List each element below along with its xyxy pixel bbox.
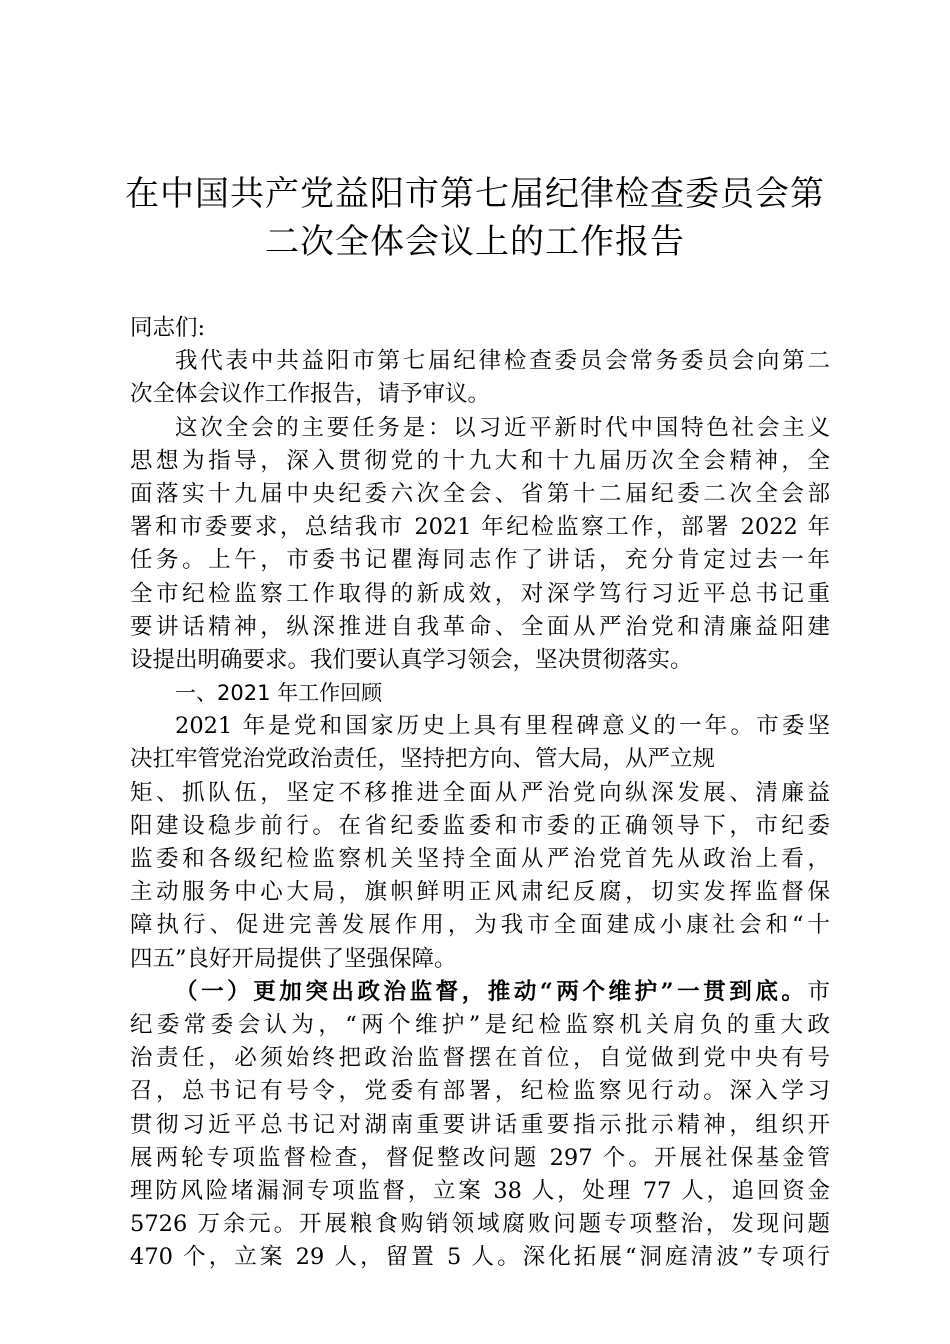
- paragraph-line: [130, 976, 830, 1009]
- subsection-line-tail: 市: [807, 978, 830, 1005]
- paragraph-line: 任务。上午，市委书记瞿海同志作了讲话，充分肯定过去一年: [130, 547, 830, 574]
- paragraph-line: 全市纪检监察工作取得的新成效，对深学笃行习近平总书记重: [130, 580, 830, 607]
- paragraph-line: 贯彻习近平总书记对湖南重要讲话重要指示批示精神，组织开: [130, 1111, 830, 1138]
- paragraph-line: 治责任，必须始终把政治监督摆在首位，自觉做到党中央有号: [130, 1045, 830, 1072]
- paragraph-line: 障执行、促进完善发展作用，为我市全面建成小康社会和“十: [130, 912, 830, 939]
- title-line: 在中国共产党益阳市第七届纪律检查委员会第: [125, 174, 825, 214]
- paragraph-line: 监委和各级纪检监察机关坚持全面从严治党首先从政治上看，: [130, 846, 830, 872]
- subsection-paragraph: [130, 976, 830, 1275]
- title-line: 二次全体会议上的工作报告: [265, 222, 685, 262]
- paragraph-line: 展两轮专项监督检查，督促整改问题 297 个。开展社保基金管: [130, 1144, 830, 1171]
- paragraph-line: 主动服务中心大局，旗帜鲜明正风肃纪反腐，切实发挥监督保: [130, 879, 830, 906]
- paragraph-line: 署和市委要求，总结我市 2021 年纪检监察工作，部署 2022 年: [130, 514, 830, 541]
- paragraph-line: 470 个，立案 29 人，留置 5 人。深化拓展“洞庭清波”专项行: [130, 1244, 830, 1271]
- paragraph-line: 阳建设稳步前行。在省纪委监委和市委的正确领导下，市纪委: [130, 812, 830, 839]
- paragraph-line: 矩、抓队伍，坚定不移推进全面从严治党向纵深发展、清廉益: [130, 779, 830, 806]
- review-paragraph: [130, 710, 830, 976]
- paragraph-line: 召，总书记有号令，党委有部署，纪检监察见行动。深入学习: [130, 1078, 830, 1105]
- paragraph-line: 2021 年是党和国家历史上具有里程碑意义的一年。市委坚: [175, 713, 830, 740]
- paragraph-line: 决扛牢管党治党政治责任，坚持把方向、管大局，从严立规: [130, 746, 716, 773]
- section-heading: 一、2021 年工作回顾: [175, 681, 383, 706]
- paragraph-line: 思想为指导，深入贯彻党的十九大和十九届历次全会精神，全: [130, 447, 830, 474]
- paragraph-line: 要讲话精神，纵深推进自我革命、全面从严治党和清廉益阳建: [130, 613, 830, 640]
- paragraph-line: 设提出明确要求。我们要认真学习领会，坚决贯彻落实。: [130, 646, 693, 673]
- paragraph-line: 我代表中共益阳市第七届纪律检查委员会常务委员会向第二: [175, 348, 830, 375]
- paragraph-line: 面落实十九届中央纪委六次全会、省第十二届纪委二次全会部: [130, 480, 830, 507]
- task-paragraph: [130, 412, 830, 678]
- paragraph-line: 次全体会议作工作报告，请予审议。: [130, 381, 491, 408]
- intro-paragraph: [130, 345, 830, 411]
- paragraph-line: 四五”良好开局提供了坚强保障。: [130, 945, 457, 972]
- paragraph-line: 理防风险堵漏洞专项监督，立案 38 人，处理 77 人，追回资金: [130, 1177, 830, 1204]
- subsection-heading: （一）更加突出政治监督，推动“两个维护”一贯到底。: [175, 978, 808, 1005]
- paragraph-line: 这次全会的主要任务是：以习近平新时代中国特色社会主义: [175, 414, 830, 441]
- document-body: [130, 312, 830, 1274]
- document-title: [60, 170, 890, 266]
- paragraph-line: 5726 万余元。开展粮食购销领域腐败问题专项整治，发现问题: [130, 1211, 830, 1238]
- paragraph-line: 纪委常委会认为，“两个维护”是纪检监察机关肩负的重大政: [130, 1011, 830, 1038]
- salutation: 同志们:: [130, 315, 206, 341]
